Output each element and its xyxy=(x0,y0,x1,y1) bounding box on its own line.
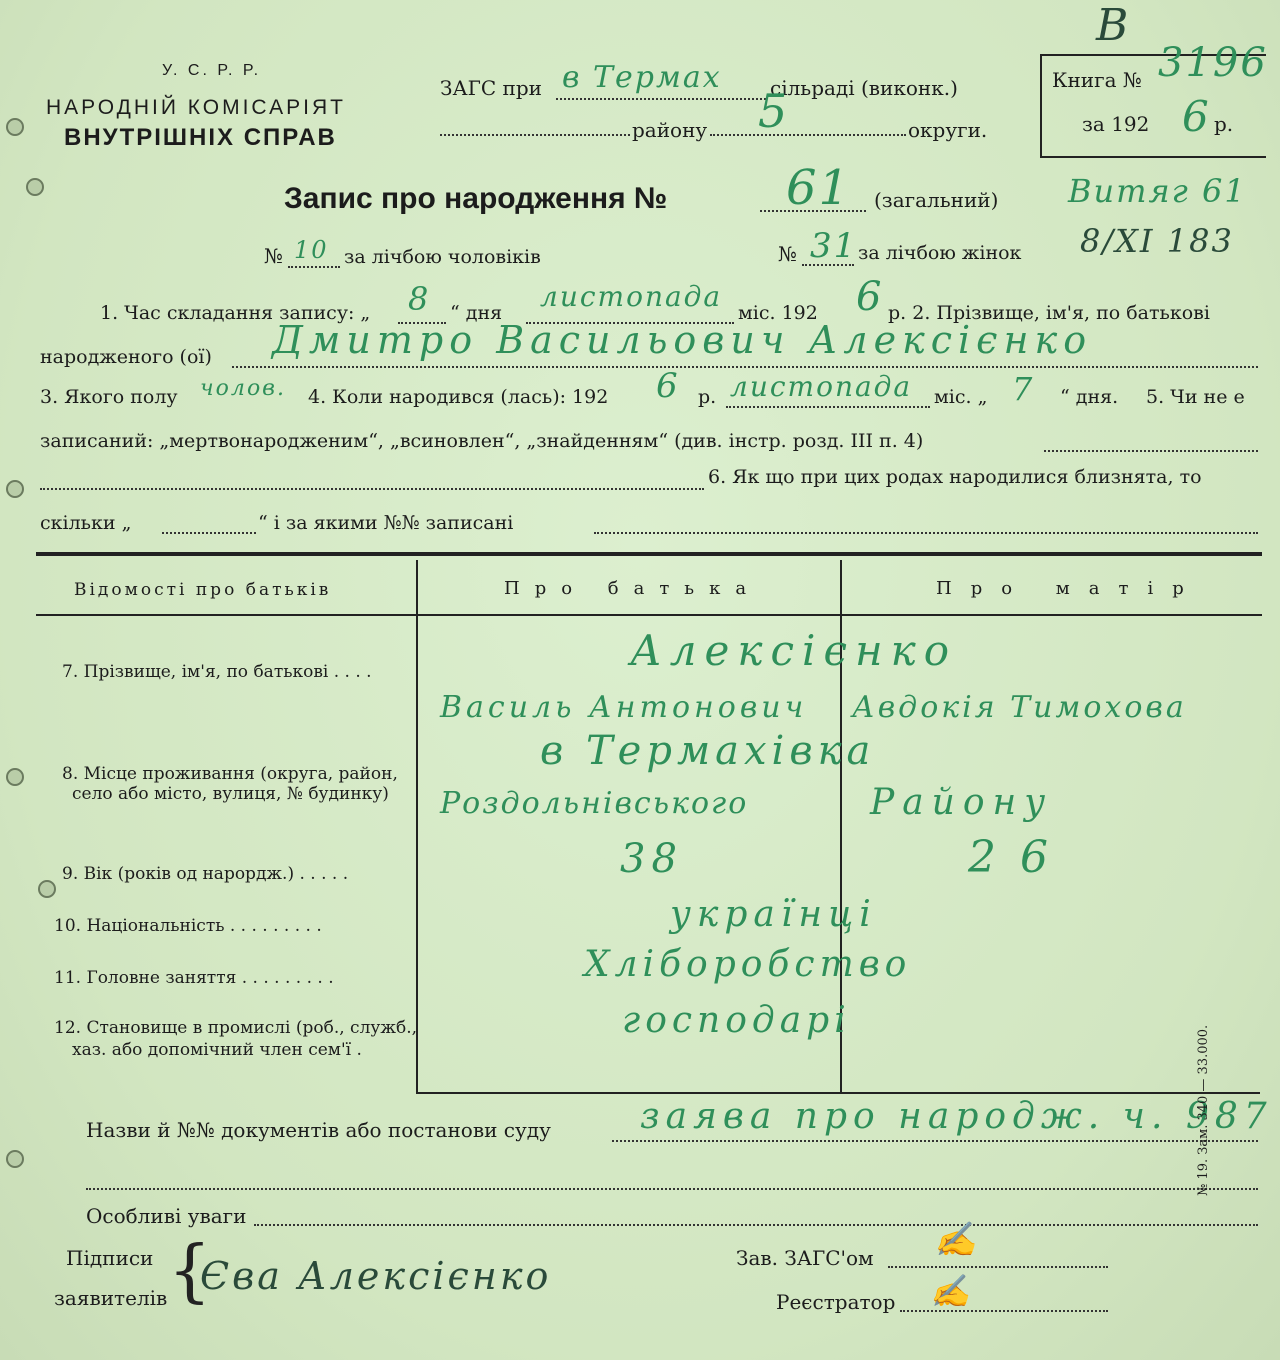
zags-head-line xyxy=(888,1266,1108,1268)
field4-label: 4. Коли народився (лась): 192 xyxy=(308,386,609,408)
mother-name: Авдокія Тимохова xyxy=(852,690,1187,725)
margin-note-2: 8/XI 183 xyxy=(1080,222,1234,260)
okruha-label: округи. xyxy=(908,118,988,142)
nationality: українці xyxy=(670,894,877,935)
field2-line xyxy=(232,366,1258,368)
raion-line xyxy=(440,134,630,136)
punch-hole xyxy=(26,178,44,196)
title-suffix: (загальний) xyxy=(874,188,999,212)
field1-year-label: міс. 192 xyxy=(738,302,818,324)
row7-label: 7. Прізвище, ім'я, по батькові . . . . xyxy=(62,662,372,682)
raion-label: району xyxy=(632,118,708,142)
field6-line-a xyxy=(40,488,704,490)
registrar-line xyxy=(900,1310,1108,1312)
mother-age: 26 xyxy=(968,832,1072,883)
punch-hole xyxy=(6,480,24,498)
row12-label-a: 12. Становище в промислі (роб., служб., xyxy=(54,1018,418,1038)
book-year-prefix: за 192 xyxy=(1082,112,1150,136)
row12-label-b: хаз. або допомічний член сем'ї . xyxy=(72,1040,362,1060)
margin-note-1: Витяг 61 xyxy=(1068,172,1247,210)
registrar-label: Реєстратор xyxy=(776,1290,896,1314)
father-age: 38 xyxy=(620,836,683,882)
page-title: Запис про народження № xyxy=(284,182,668,215)
punch-hole xyxy=(38,880,56,898)
field3-label: 3. Якого полу xyxy=(40,386,178,408)
book-year-digit: 6 xyxy=(1182,92,1211,141)
row8-label-a: 8. Місце проживання (округа, район, xyxy=(62,764,398,784)
signatures-label-1: Підписи xyxy=(66,1246,154,1270)
field6-numbers-line xyxy=(594,532,1258,534)
men-count-label: за лічбою чоловіків xyxy=(344,246,541,268)
occupation: Хліборобство xyxy=(584,944,912,985)
table-top-rule xyxy=(36,552,1262,556)
signatures-label-2: заявителів xyxy=(54,1286,168,1310)
field5-line2: записаний: „мертвонародженим“, „всиновлен“, „знайденням“ (див. інстр. розд. III п. 4) xyxy=(40,430,924,452)
field4-day: 7 xyxy=(1012,370,1035,408)
field6-count-line xyxy=(162,532,256,534)
field4-r: р. xyxy=(698,386,717,408)
field1-day-label: “ дня xyxy=(450,302,503,324)
field4-month: листопада xyxy=(730,370,913,403)
docs-line-1 xyxy=(612,1140,1258,1142)
zags-prefix: ЗАГС при xyxy=(440,76,542,100)
field1-month: листопада xyxy=(540,280,723,313)
zags-head-label: Зав. ЗАГС'ом xyxy=(736,1246,874,1270)
book-number: 3196 xyxy=(1158,40,1268,86)
punch-hole xyxy=(6,1150,24,1168)
father-name: Василь Антонович xyxy=(440,690,808,725)
commissariat-line1: НАРОДНІЙ КОМІСАРІЯТ xyxy=(46,96,346,119)
residence-line1: в Термахівка xyxy=(540,728,876,774)
men-count-value: 10 xyxy=(294,236,329,264)
field5-answer-line xyxy=(1044,450,1258,452)
table-col-divider-1 xyxy=(416,560,418,1094)
status-value: господарі xyxy=(622,1000,851,1041)
field4-month-line xyxy=(726,406,930,408)
table-header-info: Відомості про батьків xyxy=(74,580,332,600)
field5-label: 5. Чи не е xyxy=(1146,386,1245,408)
book-year-suffix: р. xyxy=(1214,112,1234,136)
raion-value: 5 xyxy=(758,84,790,138)
women-count-label: за лічбою жінок xyxy=(858,242,1022,264)
field4-year: 6 xyxy=(656,366,680,406)
row9-label: 9. Вік (років од нарордж.) . . . . . xyxy=(62,864,349,884)
zags-village-line xyxy=(556,98,766,100)
zags-head-signature: ✍ xyxy=(934,1220,979,1260)
title-number: 61 xyxy=(786,160,852,216)
corner-mark: В xyxy=(1096,0,1131,51)
women-count-value: 31 xyxy=(810,226,858,266)
side-print: № 19. Зам. 340 — 33.000. xyxy=(1196,1024,1211,1196)
row11-label: 11. Головне заняття . . . . . . . . . xyxy=(54,968,334,988)
punch-hole xyxy=(6,118,24,136)
book-box-left xyxy=(1040,54,1042,158)
commissariat-line2: ВНУТРІШНІХ СПРАВ xyxy=(64,124,337,151)
residence-line2-b: Району xyxy=(870,782,1054,823)
registrar-signature: ✍ xyxy=(930,1272,972,1310)
parents-surname: Алексієнко xyxy=(630,626,957,675)
applicant-signature: Єва Алексієнко xyxy=(200,1254,552,1298)
field4-mis: міс. „ xyxy=(934,386,988,408)
okruha-line xyxy=(710,134,906,136)
signature-brace: { xyxy=(168,1232,212,1311)
men-count-line xyxy=(288,266,340,268)
docs-label: Назви й №№ документів або постанови суду xyxy=(86,1118,551,1142)
docs-value: заява про народж. ч. 987 xyxy=(640,1096,1273,1137)
field6-line2-b: “ і за якими №№ записані xyxy=(258,512,514,534)
book-box-bottom xyxy=(1040,156,1266,158)
book-label: Книга № xyxy=(1052,68,1142,92)
field4-day-label: “ дня. xyxy=(1060,386,1119,408)
table-header-mother: Про матір xyxy=(936,578,1203,599)
punch-hole xyxy=(6,768,24,786)
notes-line xyxy=(254,1224,1258,1226)
zags-suffix: сільраді (виконк.) xyxy=(770,76,958,100)
men-count-prefix: № xyxy=(264,244,283,268)
field6-label: 6. Як що при цих родах народилися близнята, то xyxy=(708,466,1202,488)
field1-year: 6 xyxy=(856,274,884,320)
field3-value: чолов. xyxy=(200,376,286,401)
field2-label: р. 2. Прізвище, ім'я, по батькові xyxy=(888,302,1210,324)
row10-label: 10. Національність . . . . . . . . . xyxy=(54,916,322,936)
zags-village-value: в Термах xyxy=(562,60,722,95)
notes-label: Особливі уваги xyxy=(86,1204,247,1228)
table-bottom-rule xyxy=(416,1092,1260,1094)
field1-day: 8 xyxy=(408,280,431,318)
residence-line2-a: Роздольнівського xyxy=(440,786,749,821)
row8-label-b: село або місто, вулиця, № будинку) xyxy=(72,784,389,804)
docs-line-2 xyxy=(86,1188,1258,1190)
women-count-prefix: № xyxy=(778,242,797,266)
field6-line2-a: скільки „ xyxy=(40,512,132,534)
state-abbr: У. С. Р. Р. xyxy=(162,62,262,79)
field1-label: 1. Час складання запису: „ xyxy=(100,302,371,324)
field2-label2: народженого (ої) xyxy=(40,346,212,368)
table-header-father: Про батька xyxy=(504,578,762,599)
table-header-rule xyxy=(36,614,1262,616)
field2-value: Дмитро Васильович Алексієнко xyxy=(272,318,1093,362)
